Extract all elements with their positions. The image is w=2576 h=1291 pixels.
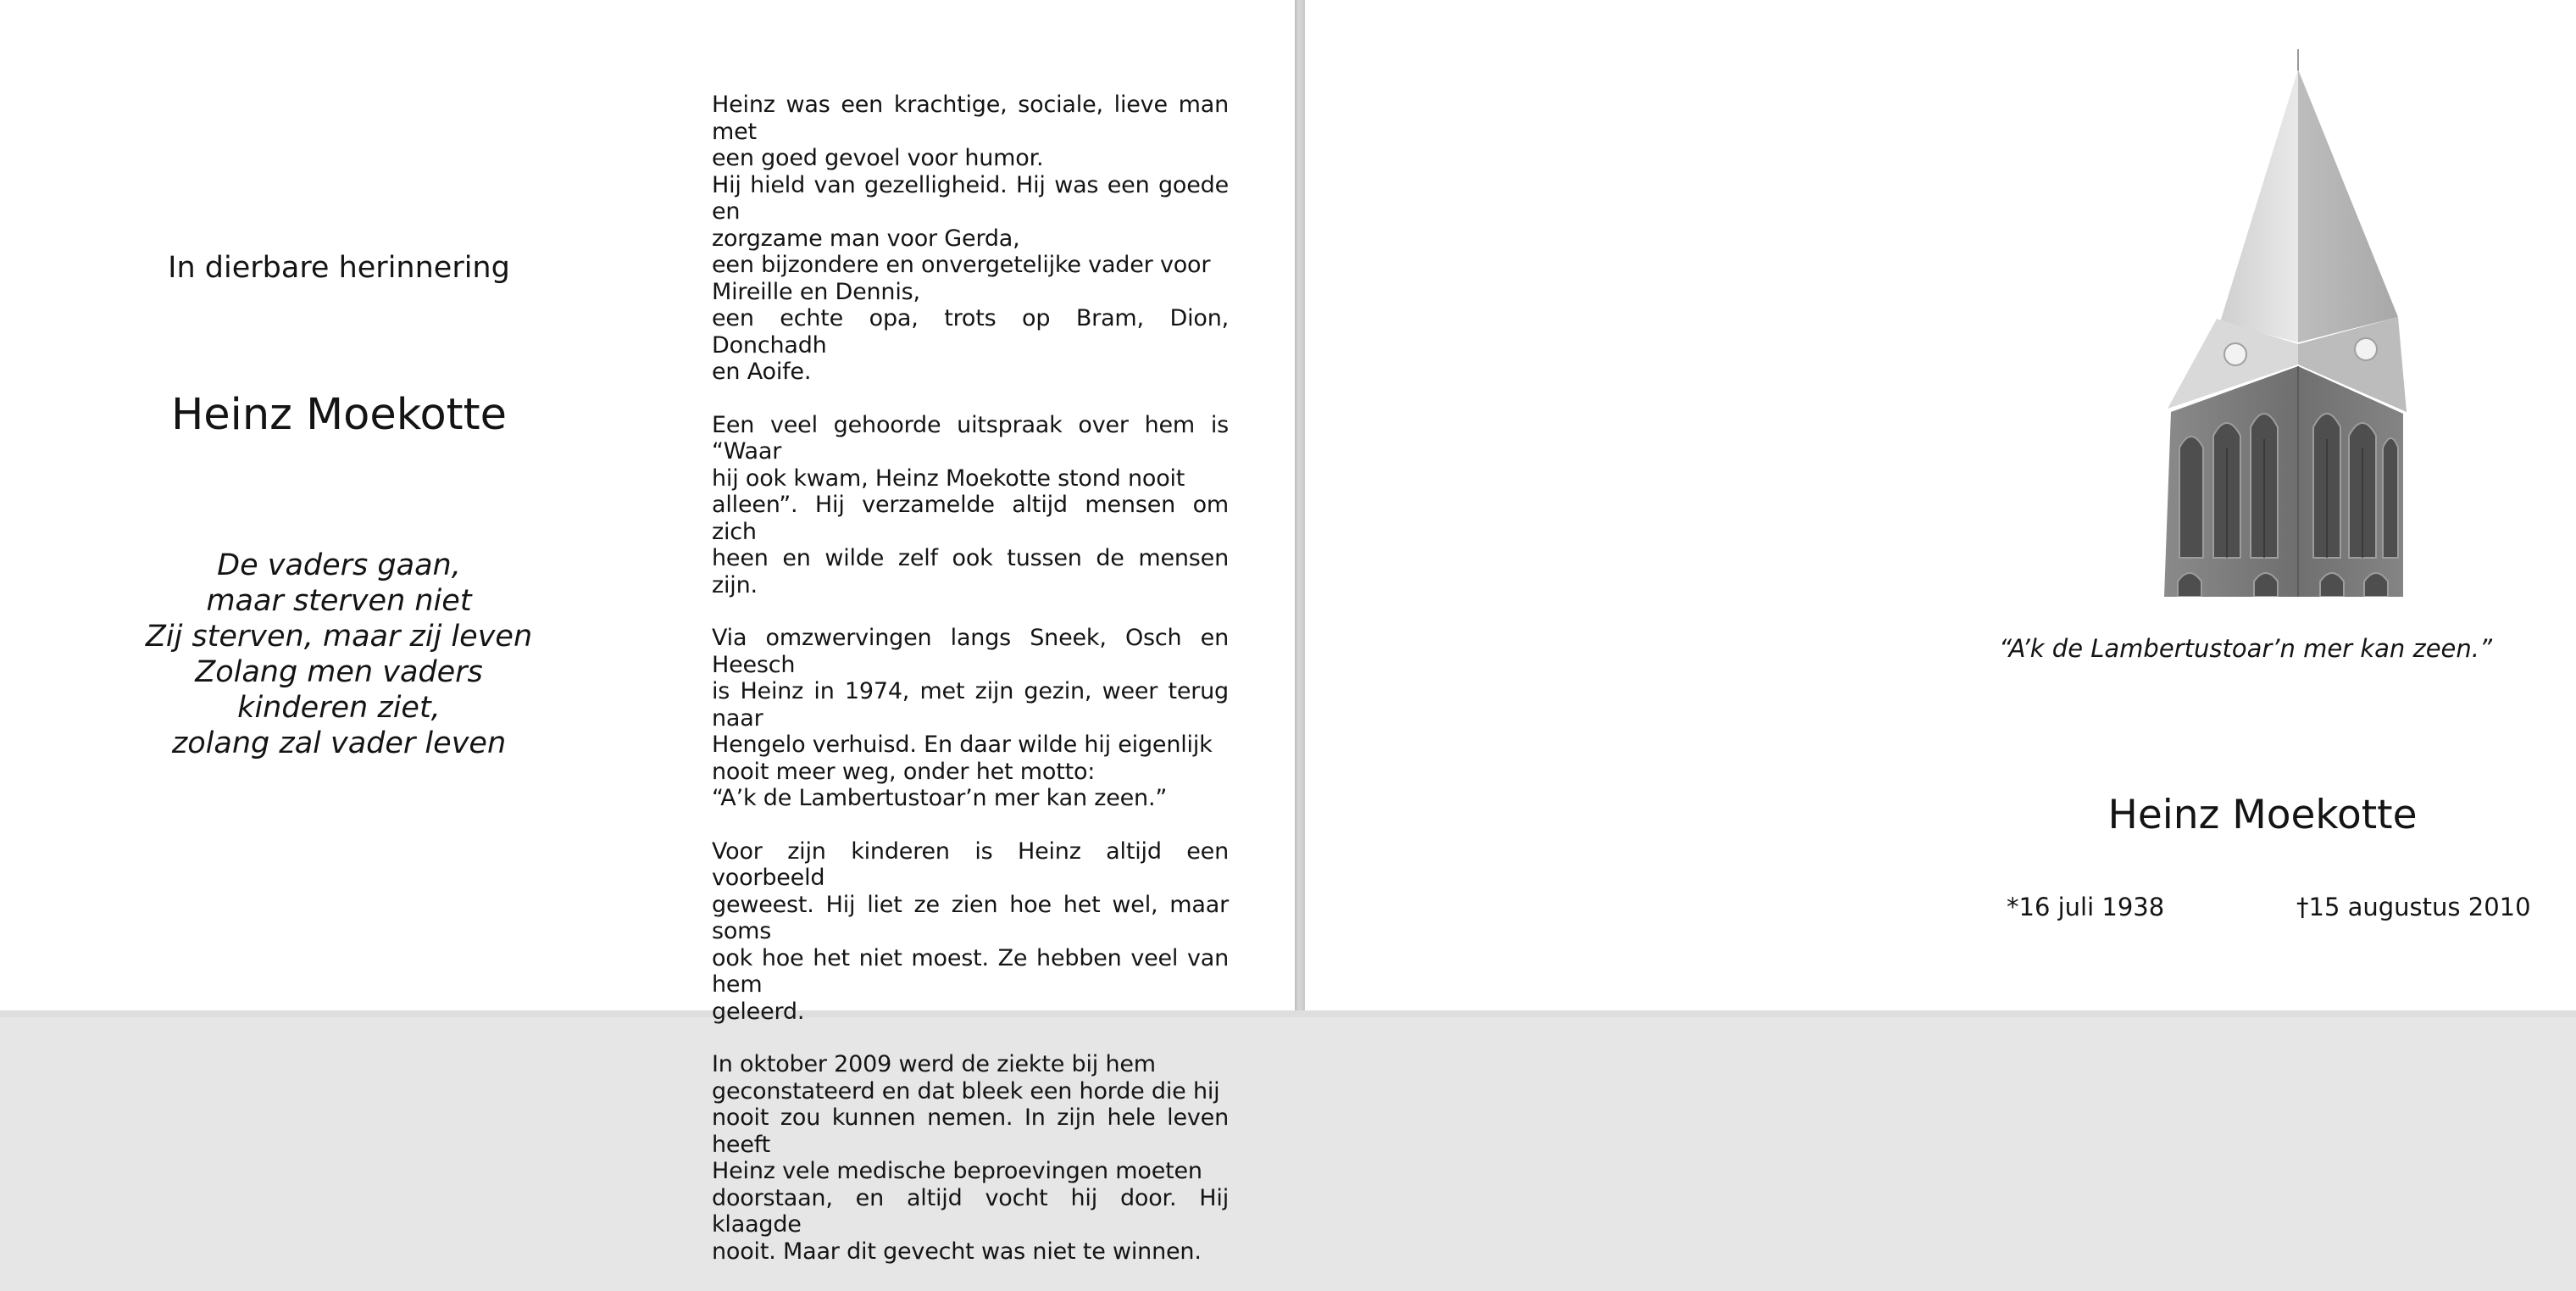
motto-quote: “A’k de Lambertustoar’n mer kan zeen.” (1998, 634, 2493, 663)
deceased-name-right: Heinz Moekotte (2107, 792, 2418, 838)
poem-line: Zolang men vaders (195, 655, 483, 689)
poem-line: kinderen ziet, (237, 691, 441, 725)
memorial-intro: In dierbare herinnering (168, 251, 510, 285)
text-line: nooit zou kunnen nemen. In zijn hele leven heeft (712, 1105, 1229, 1158)
birth-date: *16 juli 1938 (2007, 893, 2165, 921)
text-line: zorgzame man voor Gerda, (712, 225, 1020, 252)
poem-line: zolang zal vader leven (171, 726, 507, 760)
text-line: geconstateerd en dat bleek een horde die hij (712, 1077, 1220, 1105)
biography-paragraph (712, 412, 1229, 599)
text-line: Mireille en Dennis, (712, 278, 920, 305)
text-line: In oktober 2009 werd de ziekte bij hem (712, 1051, 1156, 1077)
biography-paragraph (712, 838, 1229, 1026)
biography-paragraph (712, 625, 1229, 812)
text-line: Hij hield van gezelligheid. Hij was een goede en (712, 171, 1229, 225)
scan-edge (0, 1010, 2576, 1017)
text-line: Via omzwervingen langs Sneek, Osch en Heesch (712, 625, 1229, 678)
text-line: hij ook kwam, Heinz Moekotte stond nooit (712, 465, 1185, 492)
text-line: Een veel gehoorde uitspraak over hem is “Waar (712, 411, 1229, 465)
text-line: geleerd. (712, 998, 805, 1025)
biography-text (712, 92, 1229, 1291)
text-line: een goed gevoel voor humor. (712, 145, 1044, 171)
text-line: Heinz vele medische beproevingen moeten (712, 1158, 1202, 1184)
poem-line: De vaders gaan, (217, 548, 461, 582)
poem-line: maar sterven niet (206, 584, 472, 618)
deceased-name-left: Heinz Moekotte (170, 390, 508, 440)
text-line: geweest. Hij liet ze zien hoe het wel, maar soms (712, 891, 1229, 944)
text-line: Hengelo verhuisd. En daar wilde hij eigenlijk (712, 732, 1213, 758)
biography-paragraph (712, 92, 1229, 386)
text-line: doorstaan, en altijd vocht hij door. Hij klaagde (712, 1184, 1229, 1238)
death-date: †15 augustus 2010 (2296, 893, 2531, 921)
card-fold (1295, 0, 1305, 1017)
text-line: een echte opa, trots op Bram, Dion, Donchadh (712, 305, 1229, 359)
text-line: alleen”. Hij verzamelde altijd mensen om zich (712, 492, 1229, 545)
text-line: Heinz was een krachtige, sociale, lieve man met (712, 92, 1229, 145)
text-line: ook hoe het niet moest. Ze hebben veel van hem (712, 944, 1229, 998)
text-line: “A’k de Lambertustoar’n mer kan zeen.” (712, 785, 1168, 811)
biography-paragraph (712, 1051, 1229, 1265)
text-line: en Aoife. (712, 359, 812, 385)
text-line: heen en wilde zelf ook tussen de mensen zijn. (712, 545, 1229, 598)
text-line: een bijzondere en onvergetelijke vader voor (712, 252, 1211, 278)
text-line: Voor zijn kinderen is Heinz altijd een voorbeeld (712, 837, 1229, 891)
church-tower-photo (2161, 49, 2407, 597)
poem-line: Zij sterven, maar zij leven (145, 620, 533, 654)
poem (119, 548, 559, 761)
text-line: nooit meer weg, onder het motto: (712, 758, 1096, 785)
text-line: nooit. Maar dit gevecht was niet te winnen. (712, 1238, 1202, 1265)
text-line: is Heinz in 1974, met zijn gezin, weer terug naar (712, 678, 1229, 732)
